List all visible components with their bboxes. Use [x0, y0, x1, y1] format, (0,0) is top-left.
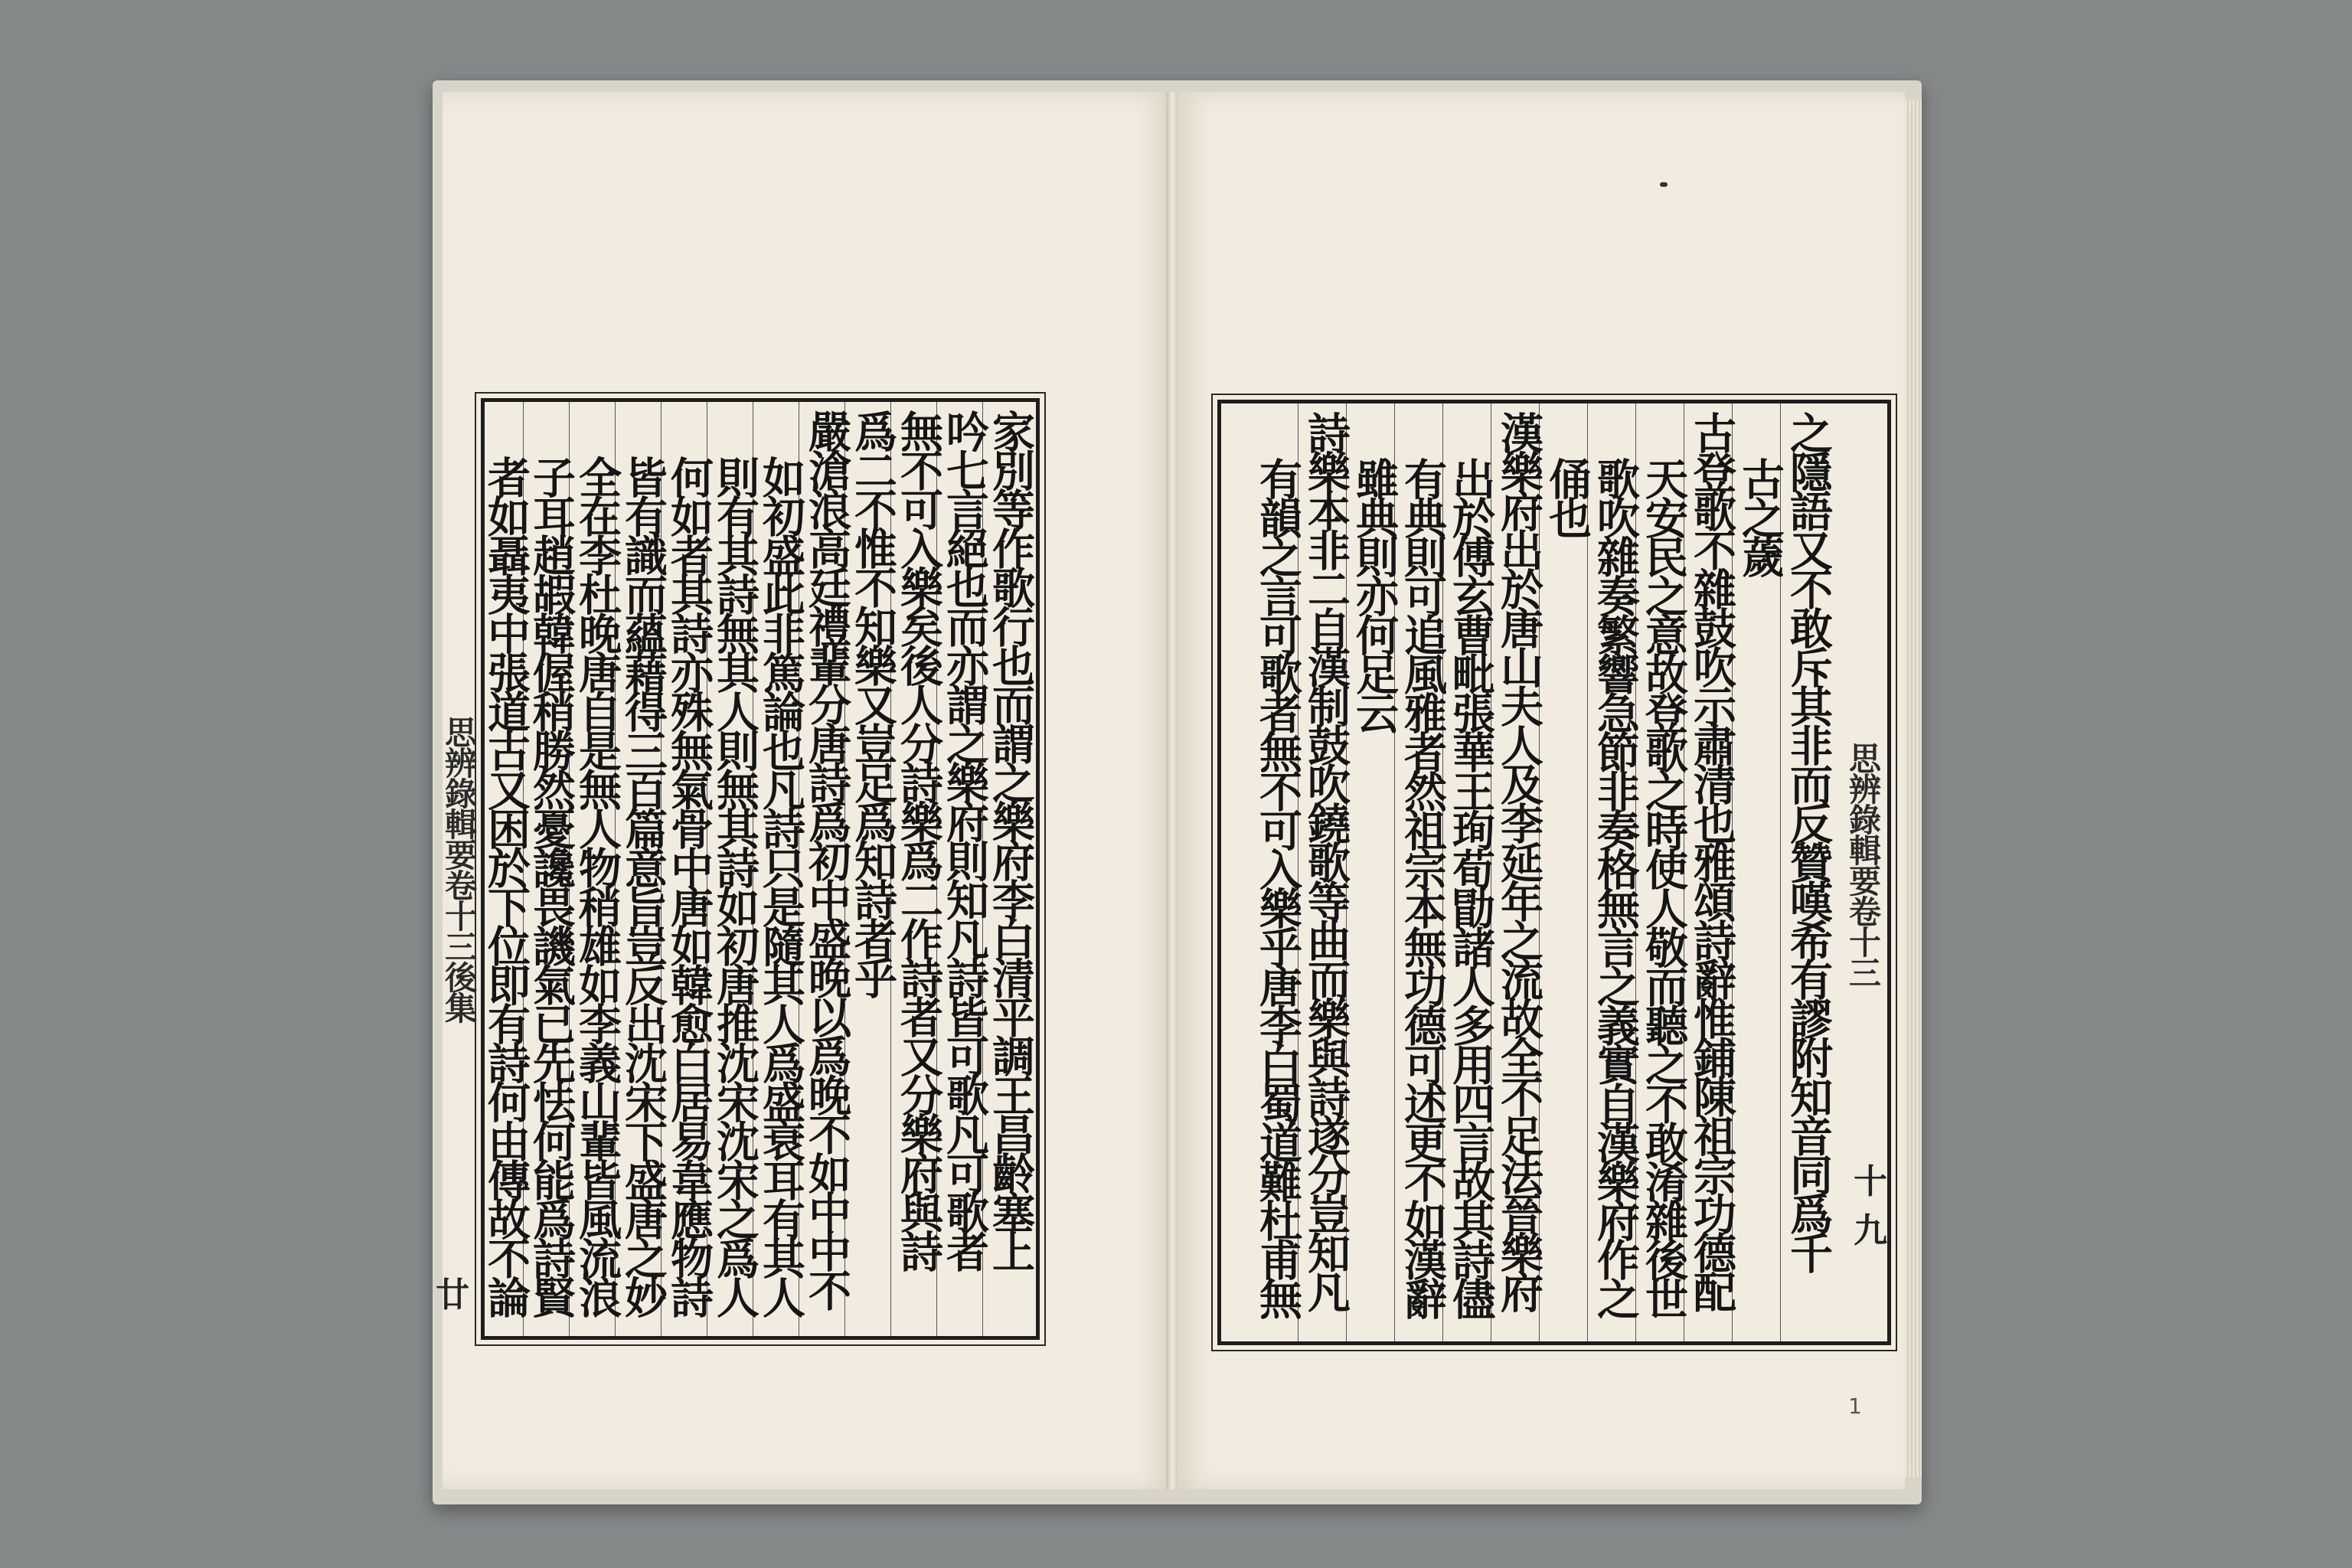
- text-column: 歌吹雜奏繁響急節非奏格無言之義實自漢樂府作之: [1590, 457, 1641, 1316]
- text-column: 者如聶夷中張道古又困於下位即有詩何由傳故不論: [481, 456, 531, 1315]
- text-column: 皆有識而蘊藉得三百篇意旨豈反出沈宋下盛唐之妙: [618, 456, 668, 1315]
- text-column: 俑也: [1542, 457, 1592, 535]
- margin-mark: 1: [1848, 1393, 1862, 1419]
- text-column: 吟七言絕也而亦謂之樂府則知凡詩皆可歌凡可歌者: [939, 410, 990, 1269]
- right-fold-volume: 卷十三: [1844, 895, 1882, 987]
- right-text-block: [1217, 400, 1891, 1345]
- right-fold-book-title: 思辨錄輯要: [1844, 742, 1882, 895]
- text-column: 之隱語又不敢斥其非而反贊嘆希有謬附知音同爲千: [1783, 411, 1834, 1270]
- text-column: 古之薉: [1735, 457, 1785, 574]
- text-column: 有韻之言可歌者無不可入樂乎唐李白蜀道難杜甫無: [1253, 457, 1303, 1316]
- text-column: 爲二不惟不知樂又豈足爲知詩者乎: [848, 410, 898, 995]
- text-column: 家別等作歌行也而謂之樂府李白清平調王昌齡塞上: [985, 410, 1036, 1269]
- text-column: 漢樂府出於唐山夫人及李延年之流故全不足法晉樂府: [1494, 411, 1544, 1309]
- text-column: 嚴滄浪高廷禮輩分唐詩爲初中盛晚以爲晚不如中中不: [802, 410, 852, 1308]
- left-fold-title: [437, 402, 482, 1336]
- left-text-block: [436, 398, 1040, 1340]
- text-column: 全在李杜晚唐自是無人物稍雄如李義山輩皆風流浪: [572, 456, 622, 1315]
- text-column: 天安民之意故登歌之時使人敬而聽之不敢淆雜後世: [1638, 457, 1689, 1316]
- text-column: 何如者其詩亦殊無氣骨中唐如韓愈白居易韋應物詩: [664, 456, 714, 1315]
- text-column: 無不可入樂矣後人分詩樂爲二作詩者又分樂府與詩: [893, 410, 944, 1269]
- left-fold-volume: 卷十三後集: [440, 869, 478, 1022]
- text-column: 出於傅玄曹毗張華王珣荀勖諸人多用四言故其詩儘: [1446, 457, 1496, 1316]
- text-column: 如初盛此非篤論也凡詩只是隨其人爲盛衰耳有其人: [756, 456, 806, 1315]
- left-fold-book-title: 思辨錄輯要: [440, 716, 478, 869]
- text-column: 有典則可追風雅者然祖宗本無功德可述更不如漢辭: [1397, 457, 1448, 1316]
- right-page-number: 十九: [1854, 1162, 1887, 1250]
- text-column: 子耳趙嘏韓偓稍勝然憂讒畏譏氣已先怯何能爲詩賢: [526, 456, 577, 1315]
- text-column: 古登歌不雜鼓吹示肅清也雅頌詩辭惟鋪陳祖宗功德配: [1687, 411, 1737, 1309]
- text-column: 則有其詩無其人則無其詩如初唐推沈宋沈宋之爲人: [710, 456, 760, 1315]
- text-column: 詩樂本非二自漢制鼓吹鐃歌等曲而樂與詩遂分豈知凡: [1301, 411, 1351, 1309]
- left-page-number: 廿: [436, 1276, 469, 1315]
- ink-spot: [1660, 182, 1668, 187]
- text-column: 雖典則亦何足云: [1349, 457, 1400, 730]
